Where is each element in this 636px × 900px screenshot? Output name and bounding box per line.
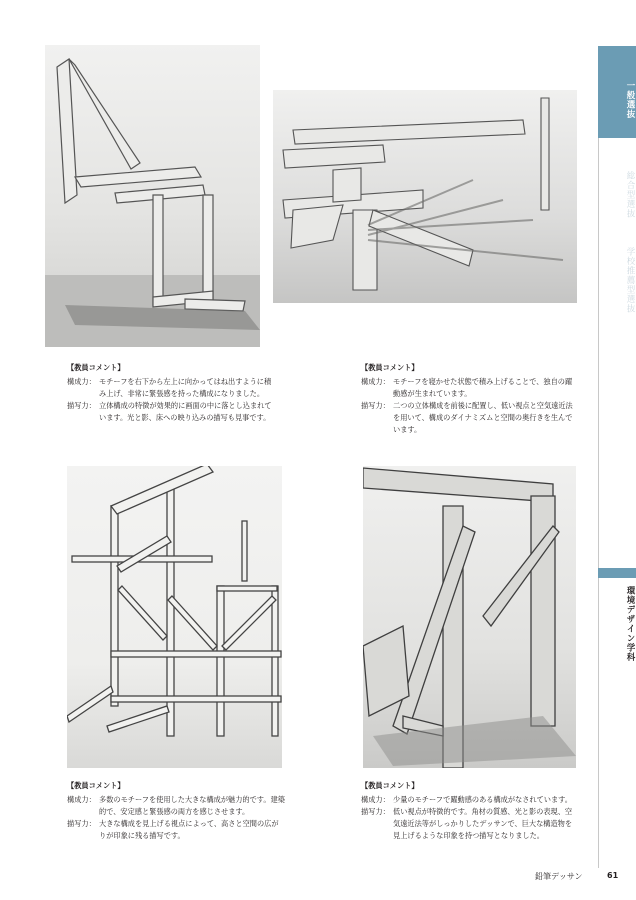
comment-heading: 【教員コメント】	[67, 363, 125, 372]
footer-caption: 鉛筆デッサン	[535, 872, 583, 881]
comment-label: 構成力：	[67, 795, 96, 804]
comment-label: 構成力：	[361, 795, 390, 804]
comment-label: 構成力：	[67, 377, 96, 386]
comment-heading: 【教員コメント】	[361, 781, 419, 790]
comment-row-drawing	[361, 400, 579, 436]
comment-row-drawing	[67, 400, 277, 424]
comment-row-composition	[361, 794, 579, 806]
comment-block-3	[67, 780, 285, 842]
comment-row-composition	[67, 376, 277, 400]
comment-label: 描写力：	[361, 807, 390, 816]
drawing-1	[45, 45, 260, 347]
comment-text: 大きな構成を見上げる視点によって、高さと空間の広がりが印象に残る描写です。	[99, 819, 279, 840]
department-marker	[598, 568, 636, 578]
drawing-3	[67, 466, 282, 768]
comment-block-1	[67, 362, 277, 424]
comment-heading: 【教員コメント】	[361, 363, 419, 372]
comment-label: 描写力：	[67, 401, 96, 410]
tab-school-recommendation[interactable]	[598, 240, 636, 320]
tab-comprehensive-selection[interactable]	[598, 160, 636, 230]
comment-text: モチーフを右下から左上に向かってはね出すように積み上げ、非常に緊張感を持った構成になりました。	[99, 377, 272, 398]
drawing-2	[273, 90, 577, 303]
comment-text: 少量のモチーフで躍動感のある構成がなされています。	[393, 795, 572, 804]
department-label: 環境デザイン学科	[625, 586, 635, 662]
comment-label: 構成力：	[361, 377, 390, 386]
tab-label: 一般選抜	[625, 81, 635, 119]
comment-text: 二つの立体構成を前後に配置し、低い視点と空気遠近法を用いて、構成のダイナミズムと空間の奥行きを生んでいます。	[393, 401, 573, 434]
drawing-4	[363, 466, 576, 768]
comment-label: 描写力：	[361, 401, 390, 410]
comment-label: 描写力：	[67, 819, 96, 828]
comment-text: 多数のモチーフを使用した大きな構成が魅力的です。建築的で、安定感と緊張感の両方を感じさせます。	[99, 795, 285, 816]
tab-label: 総合型選抜	[625, 171, 635, 219]
comment-row-composition	[67, 794, 285, 818]
comment-row-drawing	[67, 818, 285, 842]
comment-row-drawing	[361, 806, 579, 842]
comment-heading: 【教員コメント】	[67, 781, 125, 790]
comment-text: 立体構成の特徴が効果的に画面の中に落とし込まれています。光と影、床への映り込みの描写も見事です。	[99, 401, 272, 422]
comment-text: 低い視点が特徴的です。角材の質感、光と影の表現、空気遠近法等がしっかりしたデッサンで、巨大な構造物を見上げるような印象を持つ描写となりました。	[393, 807, 573, 840]
tab-label: 学校推薦型選抜	[625, 246, 635, 314]
comment-block-4	[361, 780, 579, 842]
comment-row-composition	[361, 376, 579, 400]
comment-text: モチーフを寝かせた状態で積み上げることで、独自の躍動感が生まれています。	[393, 377, 573, 398]
comment-block-2	[361, 362, 579, 436]
page-number: 61	[607, 871, 619, 880]
tab-general-selection[interactable]	[598, 46, 636, 138]
